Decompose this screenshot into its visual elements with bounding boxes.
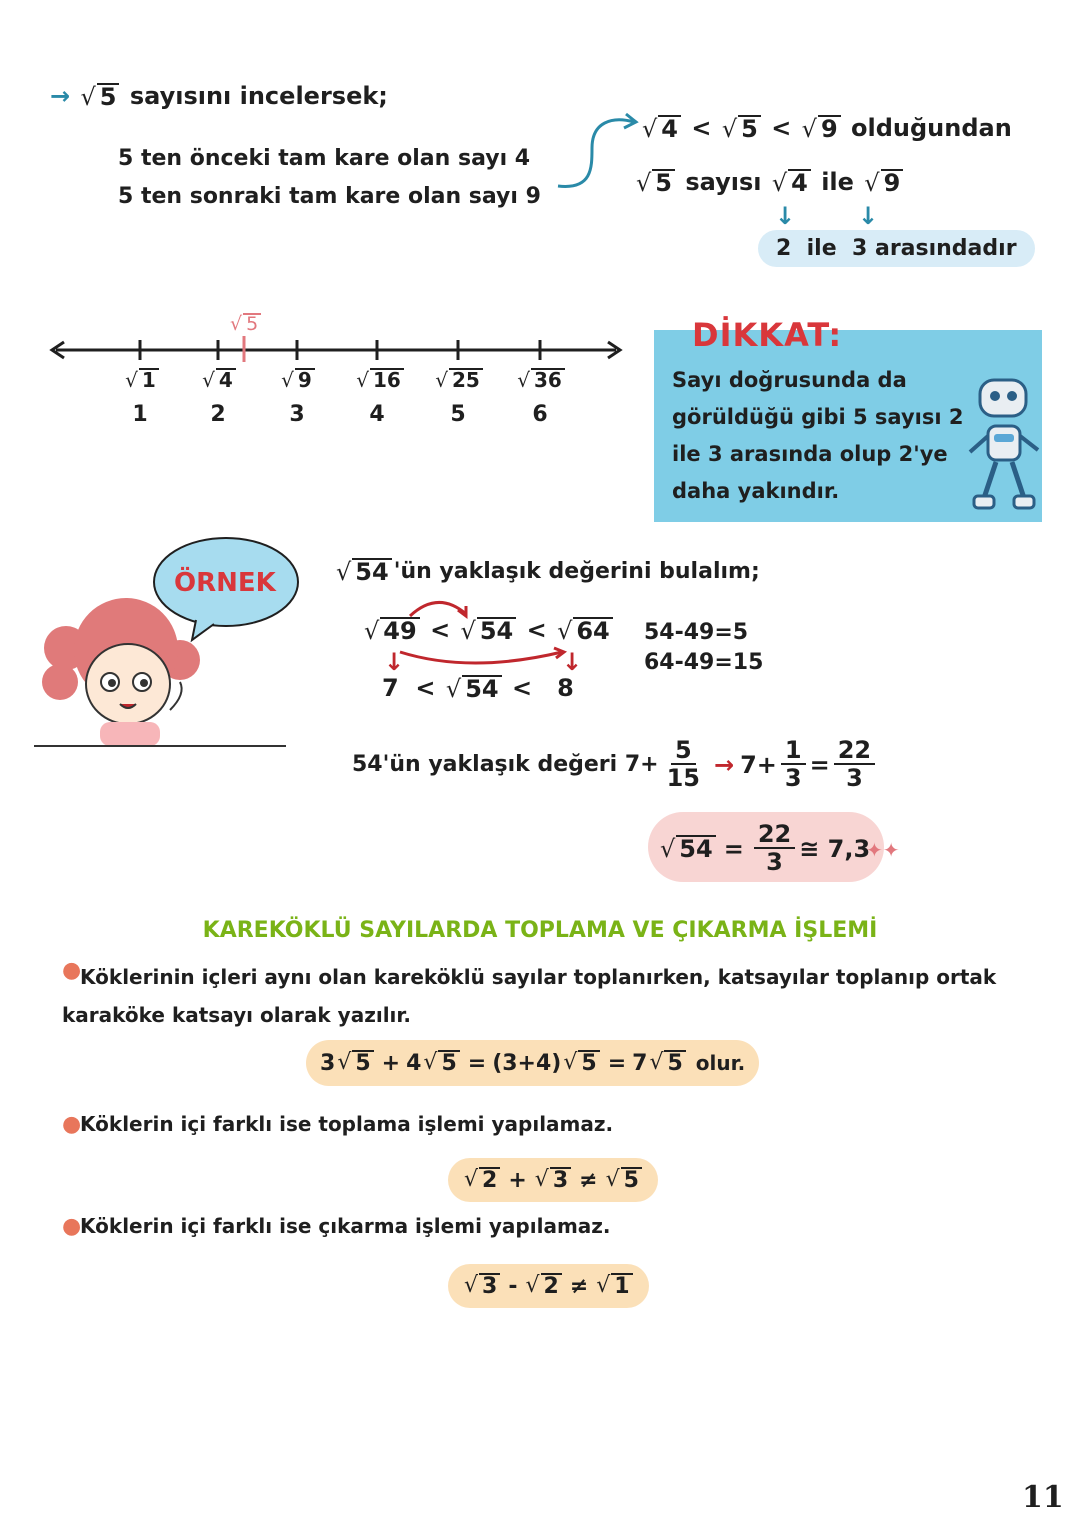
coefficient: (3+4)	[492, 1050, 562, 1076]
tick-value: 1	[132, 402, 148, 427]
example1-pill: 3 √ 5 + 4 √ 5 = (3+4) √ 5 = 7 √ 5 olur.	[306, 1040, 759, 1086]
robot-icon	[960, 374, 1044, 524]
approx-line	[352, 738, 879, 792]
bullet-icon: ●	[62, 1112, 82, 1137]
numerator: 1	[781, 738, 806, 765]
arrow-right-icon: →	[714, 750, 735, 779]
radicand: 3	[479, 1273, 500, 1298]
sqrt: √ 5	[722, 115, 761, 143]
dikkat-title: DİKKAT:	[692, 316, 843, 354]
denominator: 3	[784, 764, 802, 793]
number: 8	[557, 674, 574, 702]
diff1: 54-49=5	[644, 620, 749, 645]
plus: +	[381, 1050, 401, 1076]
arrow-down-icon: ↓	[562, 648, 583, 676]
intro-lead	[50, 82, 388, 111]
equals: =	[809, 750, 830, 779]
final-line: √ 54 = $\frac{22}{3}$ ≅ 7,3	[660, 820, 871, 877]
plus: +	[508, 1167, 527, 1193]
radicand: 5	[438, 1050, 459, 1075]
sqrt: √ 4	[772, 169, 811, 197]
bullet-icon: ●	[62, 958, 82, 983]
less-than: <	[415, 674, 436, 702]
rule2-text: Köklerin içi farklı ise toplama işlemi yapılamaz.	[80, 1112, 614, 1136]
tick-root: √ 4	[189, 366, 249, 392]
tick-root: √ 1	[112, 366, 172, 392]
rule1-text: Köklerinin içleri aynı olan kareköklü sayılar toplanırken, katsayılar toplanıp ortak karaköke katsayı olarak yazılır.	[62, 965, 997, 1027]
radicand: 5	[578, 1050, 599, 1075]
intro-lead-text: sayısını incelersek;	[129, 82, 388, 110]
ornek-label: ÖRNEK	[174, 568, 276, 598]
radicand: 5	[352, 1050, 373, 1075]
tick-value: 4	[369, 402, 385, 427]
numerator: 5	[671, 738, 696, 765]
tick-root: √ 36	[506, 366, 576, 392]
stars-icon: ✦✦	[866, 838, 900, 862]
radicand: 5	[621, 1167, 642, 1192]
less-than: <	[691, 114, 712, 142]
less-than: <	[430, 616, 451, 644]
tick-value: 6	[532, 402, 548, 427]
denominator: 15	[666, 764, 700, 793]
radicand: 54	[462, 675, 501, 703]
not-equal: ≠	[569, 1273, 589, 1299]
word: arasındadır	[874, 236, 1017, 261]
tick-value: 5	[450, 402, 466, 427]
sqrt: √ 5	[80, 83, 119, 111]
less-than: <	[526, 616, 547, 644]
page-number: 11	[1022, 1480, 1064, 1515]
number-line	[48, 336, 628, 366]
tick-value: 2	[210, 402, 226, 427]
word: sayısı	[685, 168, 762, 196]
rule3-text: Köklerin içi farklı ise çıkarma işlemi yapılamaz.	[80, 1214, 611, 1238]
result-pill	[758, 230, 1035, 267]
sqrt5-marker: √ 5	[228, 312, 263, 335]
between-line	[634, 168, 905, 197]
equals: =	[607, 1050, 627, 1076]
sqrt: √ 5	[636, 169, 675, 197]
arrow-down-icon: ↓	[775, 202, 796, 230]
heading-text: 'ün yaklaşık değerini bulalım;	[393, 559, 760, 584]
example3-pill: √ 3 - √ 2 ≠ √ 1	[448, 1264, 649, 1308]
not-equal: ≠	[579, 1167, 598, 1193]
tick-root: √ 16	[345, 366, 415, 392]
sqrt: √ 9	[802, 115, 841, 143]
radicand: 5	[664, 1050, 685, 1075]
radicand: 64	[573, 617, 612, 645]
denominator: 3	[846, 764, 863, 793]
word: ile	[806, 236, 837, 261]
diff2: 64-49=15	[644, 650, 764, 675]
radicand: 3	[550, 1167, 571, 1192]
coefficient: 3	[320, 1050, 336, 1076]
ornek-heading: √ 54 'ün yaklaşık değerini bulalım;	[336, 558, 760, 586]
chain-line: √ 49 < √ 54 < √ 64	[362, 616, 615, 645]
bullet-icon: ●	[62, 1214, 82, 1239]
number: 3	[851, 236, 868, 261]
radicand: 54	[477, 617, 516, 645]
radicand: 1	[611, 1273, 632, 1298]
compare-line	[640, 114, 1012, 143]
number: 7	[382, 674, 399, 702]
minus: -	[508, 1273, 518, 1299]
denominator: 3	[766, 848, 783, 877]
tick-root: √ 25	[424, 366, 494, 392]
less-than: <	[771, 114, 792, 142]
word: ile	[821, 168, 854, 196]
approx-label: 54'ün yaklaşık değeri 7+	[352, 752, 659, 778]
marker-label: 5	[243, 313, 261, 335]
curved-arrow-icon	[552, 108, 642, 194]
radicand: 49	[380, 617, 419, 645]
section-title: KAREKÖKLÜ SAYILARDA TOPLAMA VE ÇIKARMA İŞLEMİ	[202, 918, 878, 943]
tick-root: √ 9	[268, 366, 328, 392]
example2-pill: √ 2 + √ 3 ≠ √ 5	[448, 1158, 658, 1202]
dikkat-box	[654, 316, 1042, 522]
coefficient: 4	[406, 1050, 422, 1076]
intro-line2: 5 ten sonraki tam kare olan sayı 9	[118, 184, 541, 209]
chain2-line: 7 < √ 54 < 8	[382, 674, 574, 703]
prefix: 7+	[740, 750, 777, 779]
tick-value: 3	[289, 402, 305, 427]
equals: =	[467, 1050, 487, 1076]
number: 2	[776, 236, 792, 261]
coefficient: 7	[632, 1050, 648, 1076]
radicand: 54	[676, 835, 715, 863]
sqrt: √ 9	[864, 169, 903, 197]
numerator: 22	[834, 738, 875, 765]
radicand: 2	[541, 1273, 562, 1298]
arrow-right-icon: →	[50, 82, 71, 110]
equals: =	[723, 834, 744, 863]
radicand: 2	[479, 1167, 500, 1192]
numerator: 22	[754, 822, 795, 849]
dikkat-text: Sayı doğrusunda da görüldüğü gibi 5 sayısı 2 ile 3 arasında olup 2'ye daha yakındır.	[672, 368, 964, 503]
compare-suffix: olduğundan	[851, 114, 1012, 142]
arrow-down-icon: ↓	[858, 202, 879, 230]
approx-value: ≅ 7,3	[799, 834, 871, 863]
suffix: olur.	[695, 1051, 746, 1075]
sqrt: √ 4	[642, 115, 681, 143]
less-than: <	[511, 674, 533, 702]
radicand: 54	[352, 558, 391, 586]
arrow-down-icon: ↓	[384, 648, 405, 676]
intro-line1: 5 ten önceki tam kare olan sayı 4	[118, 146, 531, 171]
